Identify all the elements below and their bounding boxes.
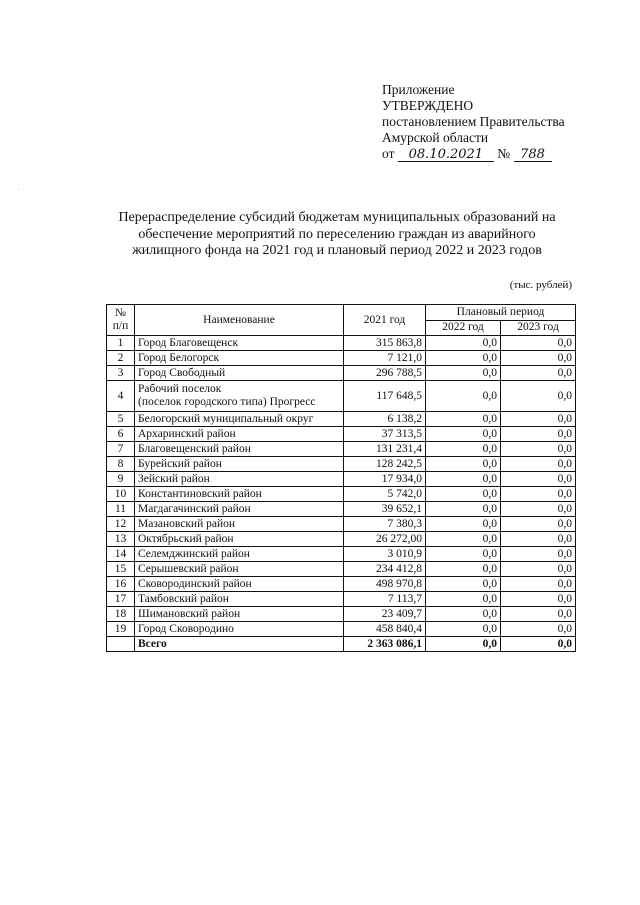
table-row <box>107 487 576 502</box>
row-2021: 117 648,5 <box>344 381 426 412</box>
row-2023: 0,0 <box>501 562 576 577</box>
header-2022: 2022 год <box>426 320 501 336</box>
table-row <box>107 562 576 577</box>
table-row <box>107 336 576 351</box>
date-prefix: от <box>382 146 395 161</box>
table-row <box>107 592 576 607</box>
table-row <box>107 517 576 532</box>
row-name: Архаринский район <box>135 427 344 442</box>
row-number: 16 <box>107 577 135 592</box>
row-2021: 39 652,1 <box>344 502 426 517</box>
row-2023: 0,0 <box>501 517 576 532</box>
row-number: 9 <box>107 472 135 487</box>
row-2022: 0,0 <box>426 487 501 502</box>
row-name: Шимановский район <box>135 607 344 622</box>
row-2023: 0,0 <box>501 472 576 487</box>
row-2022: 0,0 <box>426 607 501 622</box>
row-2022: 0,0 <box>426 622 501 637</box>
row-2022: 0,0 <box>426 532 501 547</box>
row-2022: 0,0 <box>426 577 501 592</box>
table-row <box>107 442 576 457</box>
row-2022: 0,0 <box>426 366 501 381</box>
approval-block <box>382 82 622 162</box>
row-2022: 0,0 <box>426 517 501 532</box>
row-name-line-2: (поселок городского типа) Прогресс <box>138 396 316 408</box>
row-2023: 0,0 <box>501 442 576 457</box>
table-row <box>107 381 576 412</box>
row-2023: 0,0 <box>501 577 576 592</box>
table-row <box>107 577 576 592</box>
row-name: Магдагачинский район <box>135 502 344 517</box>
row-2021: 37 313,5 <box>344 427 426 442</box>
row-2021: 5 742,0 <box>344 487 426 502</box>
row-name: Благовещенский район <box>135 442 344 457</box>
row-2022: 0,0 <box>426 592 501 607</box>
table-row <box>107 457 576 472</box>
row-2021: 7 113,7 <box>344 592 426 607</box>
row-number: 10 <box>107 487 135 502</box>
row-name: Город Сковородино <box>135 622 344 637</box>
header-planned-period: Плановый период <box>426 305 576 321</box>
row-name: Город Свободный <box>135 366 344 381</box>
row-2021: 7 380,3 <box>344 517 426 532</box>
row-2021: 6 138,2 <box>344 412 426 427</box>
row-number: 3 <box>107 366 135 381</box>
row-number: 12 <box>107 517 135 532</box>
row-2023: 0,0 <box>501 592 576 607</box>
row-2022: 0,0 <box>426 427 501 442</box>
row-name: Город Белогорск <box>135 351 344 366</box>
header-num: № п/п <box>107 305 135 336</box>
row-number: 4 <box>107 381 135 412</box>
row-2023: 0,0 <box>501 336 576 351</box>
row-name: Константиновский район <box>135 487 344 502</box>
row-name: Мазановский район <box>135 517 344 532</box>
table-row <box>107 607 576 622</box>
row-name: Селемджинский район <box>135 547 344 562</box>
row-2023: 0,0 <box>501 622 576 637</box>
title-line-3: жилищного фонда на 2021 год и плановый период 2022 и 2023 годов <box>132 243 542 258</box>
row-2021: 234 412,8 <box>344 562 426 577</box>
handwritten-date: 08.10.2021 <box>398 148 494 162</box>
row-2023: 0,0 <box>501 487 576 502</box>
row-2023: 0,0 <box>501 502 576 517</box>
row-2023: 0,0 <box>501 366 576 381</box>
number-prefix: № <box>497 146 511 161</box>
row-2021: 315 863,8 <box>344 336 426 351</box>
total-2022: 0,0 <box>426 637 501 652</box>
row-number: 14 <box>107 547 135 562</box>
row-2022: 0,0 <box>426 412 501 427</box>
row-number: 7 <box>107 442 135 457</box>
row-2021: 23 409,7 <box>344 607 426 622</box>
row-name: Сковородинский район <box>135 577 344 592</box>
row-2022: 0,0 <box>426 336 501 351</box>
table-row <box>107 502 576 517</box>
table-header-row <box>107 305 576 321</box>
table-row <box>107 427 576 442</box>
title-line-1: Перераспределение субсидий бюджетам муниципальных образований на <box>118 210 556 225</box>
row-2022: 0,0 <box>426 351 501 366</box>
stray-mark: . <box>18 186 20 192</box>
row-number: 5 <box>107 412 135 427</box>
row-name: Бурейский район <box>135 457 344 472</box>
row-name: Серышевский район <box>135 562 344 577</box>
approval-line-appendix: Приложение <box>382 82 455 97</box>
approval-line-region: Амурской области <box>382 130 489 145</box>
row-2022: 0,0 <box>426 457 501 472</box>
table-row <box>107 622 576 637</box>
title-line-2: обеспечение мероприятий по переселению граждан из аварийного <box>138 226 536 242</box>
row-number: 19 <box>107 622 135 637</box>
row-2023: 0,0 <box>501 547 576 562</box>
row-name: Октябрьский район <box>135 532 344 547</box>
row-2021: 128 242,5 <box>344 457 426 472</box>
row-2023: 0,0 <box>501 457 576 472</box>
row-number: 2 <box>107 351 135 366</box>
table-row <box>107 366 576 381</box>
row-name: Белогорский муниципальный округ <box>135 412 344 427</box>
approval-line-approved: УТВЕРЖДЕНО <box>382 98 474 113</box>
total-2021: 2 363 086,1 <box>344 637 426 652</box>
subsidy-table <box>106 304 576 652</box>
table-total-row <box>107 637 576 652</box>
header-name: Наименование <box>135 305 344 336</box>
row-2023: 0,0 <box>501 381 576 412</box>
approval-line-resolution: постановлением Правительства <box>382 114 565 129</box>
row-number: 18 <box>107 607 135 622</box>
row-number: 1 <box>107 336 135 351</box>
total-empty-cell <box>107 637 135 652</box>
row-number: 11 <box>107 502 135 517</box>
row-name: Город Благовещенск <box>135 336 344 351</box>
row-2022: 0,0 <box>426 547 501 562</box>
approval-date-line <box>382 146 622 162</box>
row-2021: 17 934,0 <box>344 472 426 487</box>
row-2022: 0,0 <box>426 472 501 487</box>
row-2022: 0,0 <box>426 502 501 517</box>
table-row <box>107 412 576 427</box>
row-name-line-1: Рабочий поселок <box>138 383 222 395</box>
header-2021: 2021 год <box>344 305 426 336</box>
total-2023: 0,0 <box>501 637 576 652</box>
row-2023: 0,0 <box>501 412 576 427</box>
units-note: (тыс. рублей) <box>509 279 572 291</box>
table-row <box>107 472 576 487</box>
row-2022: 0,0 <box>426 381 501 412</box>
table-row <box>107 532 576 547</box>
row-number: 15 <box>107 562 135 577</box>
row-number: 17 <box>107 592 135 607</box>
row-number: 6 <box>107 427 135 442</box>
row-2022: 0,0 <box>426 442 501 457</box>
row-2021: 131 231,4 <box>344 442 426 457</box>
total-label: Всего <box>135 637 344 652</box>
row-number: 8 <box>107 457 135 472</box>
row-name: Тамбовский район <box>135 592 344 607</box>
row-2021: 498 970,8 <box>344 577 426 592</box>
row-2021: 26 272,00 <box>344 532 426 547</box>
row-2021: 7 121,0 <box>344 351 426 366</box>
handwritten-number: 788 <box>514 148 552 162</box>
row-2023: 0,0 <box>501 427 576 442</box>
row-2022: 0,0 <box>426 562 501 577</box>
table-row <box>107 351 576 366</box>
row-2023: 0,0 <box>501 351 576 366</box>
document-title <box>96 210 578 260</box>
header-2023: 2023 год <box>501 320 576 336</box>
row-2021: 458 840,4 <box>344 622 426 637</box>
table-row <box>107 547 576 562</box>
row-number: 13 <box>107 532 135 547</box>
row-2023: 0,0 <box>501 607 576 622</box>
row-name: Зейский район <box>135 472 344 487</box>
row-2021: 296 788,5 <box>344 366 426 381</box>
row-name <box>135 381 344 412</box>
row-2023: 0,0 <box>501 532 576 547</box>
row-2021: 3 010,9 <box>344 547 426 562</box>
